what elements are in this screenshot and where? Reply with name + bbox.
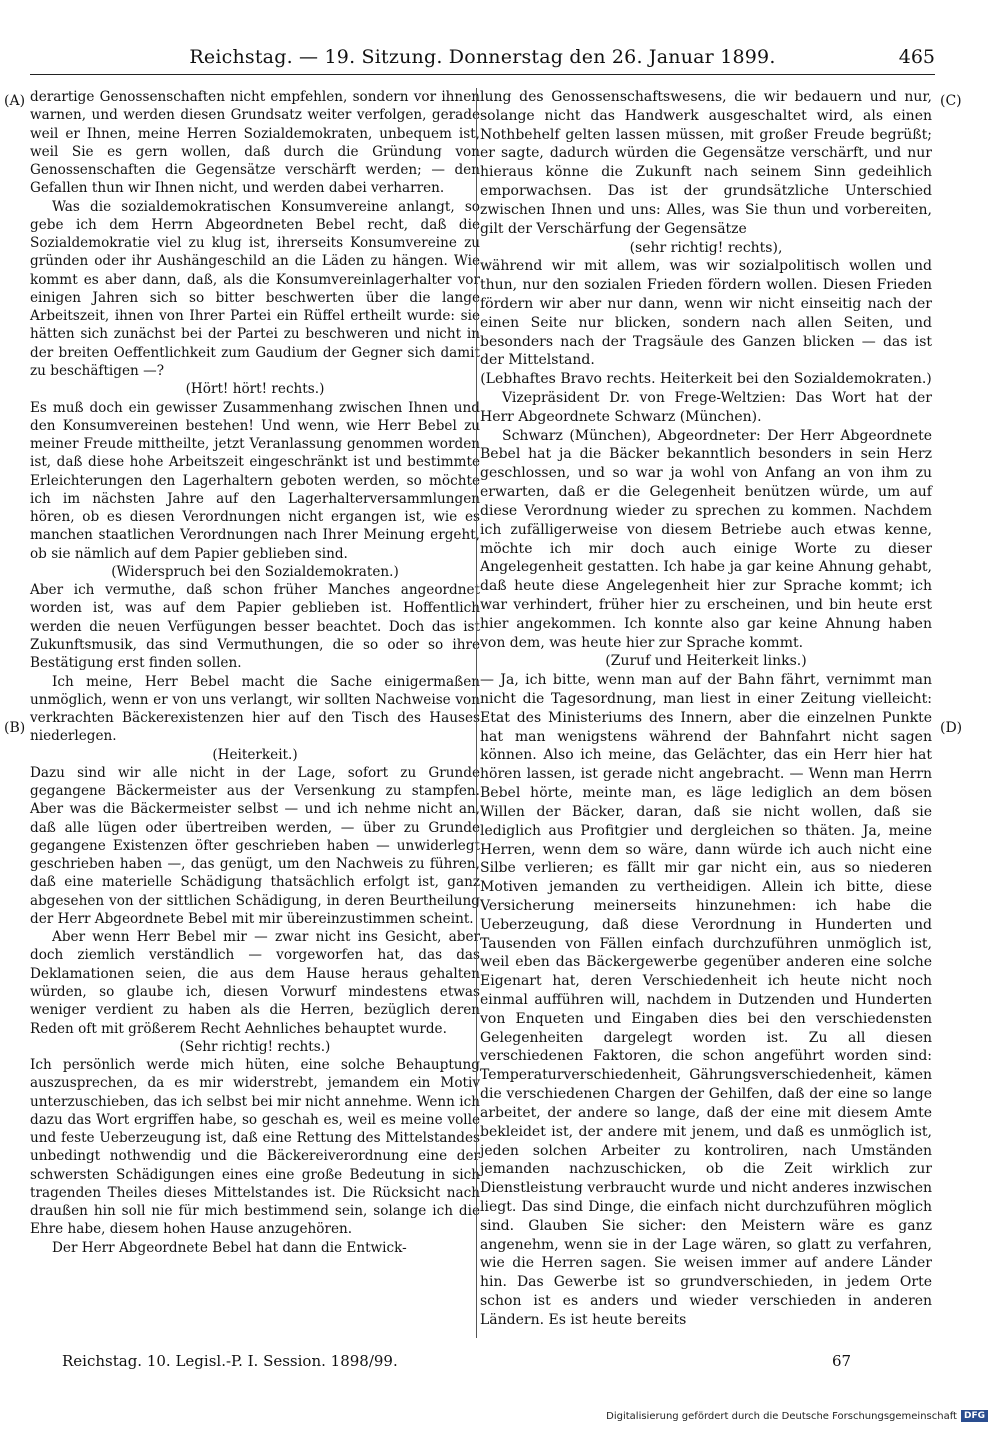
- footer-session-info: Reichstag. 10. Legisl.-P. I. Session. 1898/99.: [62, 1352, 398, 1370]
- paragraph: während wir mit allem, was wir sozialpolitisch wollen und thun, nur den sozialen Frieden fördern wollen. Diesen Frieden fördern wir aber nur dann, wenn wir nicht einseitig nach der einen Seite nur blicken, sondern nach allen Seiten, und besonders nach der Tragsäule des Ganzen blicken — das ist der Mittelstand.: [480, 258, 932, 369]
- interjection: (Lebhaftes Bravo rechts. Heiterkeit bei den Sozialdemokraten.): [480, 371, 932, 388]
- paragraph: Aber wenn Herr Bebel mir — zwar nicht ins Gesicht, aber doch ziemlich verständlich — vorgeworfen hat, das das Deklamationen seien, die aus dem Hause heraus gehalten würden, so glaube ich, diesen Vorwurf mindestens etwas weniger verdient zu haben als die Herren, bezüglich deren Reden oft mit größerem Recht Aehnliches behauptet wurde.: [30, 929, 480, 1037]
- interjection: (Widerspruch bei den Sozialdemokraten.): [111, 563, 399, 580]
- page-header: [30, 44, 935, 72]
- interjection: (Heiterkeit.): [212, 746, 298, 763]
- paragraph: lung des Genossenschaftswesens, die wir bedauern und nur, solange nicht das Handwerk ausgeschaltet wird, als einen Nothbehelf gelten lassen müssen, mit großer Freude begrüßt; er sagte, dadurch würden die Gegensätze verschärft, und nur hieraus könne die Zukunft nach seinem Sinn gedeihlich emporwachsen. Das ist der grundsätzliche Unterschied zwischen Ihnen und uns: Alles, was Sie thun und vorbereiten, gilt der Verschärfung der Gegensätze: [480, 89, 932, 237]
- paragraph: Dazu sind wir alle nicht in der Lage, sofort zu Grunde gegangene Bäckermeister aus der Versenkung zu stampfen. Aber was die Bäckermeister selbst — und ich nehme nicht an, daß alle lügen oder übertreiben werden, — über zu Grunde gegangene Existenzen öfter geschrieben haben — unwiderlegt geschrieben haben —, das genügt, um den Nachweis zu führen, daß eine materielle Schädigung thatsächlich erfolgt ist, ganz abgesehen von der sittlichen Schädigung, in deren Beurtheilung der Herr Abgeordnete Bebel mit mir übereinzustimmen scheint.: [30, 764, 480, 927]
- interjection: (Zuruf und Heiterkeit links.): [605, 653, 807, 670]
- paragraph: Aber ich vermuthe, daß schon früher Manches angeordnet worden ist, was auf dem Papier geblieben ist. Hoffentlich werden die neuen Verfügungen besser beachtet. Doch das ist Zukunftsmusik, das sind Vermuthungen, die so oder so ihre Bestätigung erst finden sollen.: [30, 582, 480, 672]
- paragraph: — Ja, ich bitte, wenn man auf der Bahn fährt, vernimmt man nicht die Tagesordnung, man liest in einer Zeitung vielleicht: Etat des Ministeriums des Innern, aber die einzelnen Punkte hat man wenigstens während der Bahnfahrt nicht sagen können. Also ich meine, das Gelächter, das ein Herr hier hat hören lassen, ist gerade nicht angebracht. — Wenn man Herrn Bebel hörte, meinte man, es läge lediglich an dem bösen Willen der Bäcker, daran, daß sie nicht wollen, daß sie lediglich aus Profitgier und dergleichen so thäten. Ja, meine Herren, wenn dem so wäre, dann würde ich auch nicht eine Silbe verlieren; es fällt mir gar nicht ein, aus so niederen Motiven jemanden zu vertheidigen. Allein ich bitte, diese Versicherung meinerseits hinzunehmen: ich habe die Ueberzeugung, daß diese Verordnung in Hunderten und Tausenden von Fällen einfach durchzuführen unmöglich ist, weil eben das Bäckergewerbe gegenüber anderen eine solche Eigenart hat, deren Verschiedenheit ich heute nicht noch einmal aufführen will, nachdem in Dutzenden und Hunderten von Enqueten und Eingaben dies bei den verschiedensten Gelegenheiten dargelegt worden ist. Zu all diesen verschiedenen Faktoren, die schon angeführt worden sind: Temperaturverschiedenheit, Gährungsverschiedenheit, kämen die verschiedenen Chargen der Gehilfen, daß der eine so lange arbeitet, der andere so lange, daß der eine mit diesem Amte bekleidet ist, der andere mit jenem, und daß es unmöglich ist, jeden solchen Arbeiter zu kontroliren, nach Umständen jemanden nachzuschicken, ob die Zeit wirklich zur Dienstleistung verbraucht wurde und nicht anderes inzwischen liegt. Das sind Dinge, die einfach nicht durchzuführen möglich sind. Glauben Sie sicher: den Meistern wäre es ganz angenehm, wenn sie in der Lage wären, so glatt zu verfahren, wie die Herren sagen. Sie weisen immer auf andere Länder hin. Das Gewerbe ist so grundverschieden, in jedem Orte schon ist es anders und wieder verschieden in anderen Ländern. Es ist heute bereits: [480, 672, 932, 1328]
- paragraph: Der Herr Abgeordnete Bebel hat dann die Entwick-: [52, 1239, 407, 1256]
- margin-marker-c: (C): [940, 93, 962, 109]
- credit-text: Digitalisierung gefördert durch die Deutsche Forschungsgemeinschaft: [606, 1410, 957, 1422]
- digitization-credit: [606, 1410, 988, 1422]
- footer-sheet-number: 67: [832, 1352, 852, 1370]
- header-title: Reichstag. — 19. Sitzung. Donnerstag den 26. Januar 1899.: [189, 46, 776, 68]
- speaker-paragraph: Schwarz (München), Abgeordneter: Der Herr Abgeordnete Bebel hat ja die Bäcker bekanntlich besonders in sein Herz geschlossen, und so war ja wohl von Anfang an von ihm zu erwarten, daß er die Gelegenheit benützen würde, um auf diese Verordnung wieder zu sprechen zu kommen. Nachdem ich zufälligerweise von diesem Betriebe auch etwas kenne, möchte ich mir doch auch einige Worte zu dieser Angelegenheit gestatten. Ich habe ja gar keine Ahnung gehabt, daß heute diese Angelegenheit hier zur Sprache kommt; ich war verhindert, früher hier zu erscheinen, und bin heute erst hier angekommen. Ich konnte also gar keine Ahnung haben von dem, was heute hier zur Sprache kommt.: [480, 427, 932, 651]
- margin-marker-b: (B): [4, 720, 26, 736]
- paragraph: derartige Genossenschaften nicht empfehlen, sondern vor ihnen warnen, und werden diesen Grundsatz weiter verfolgen, gerade weil er Ihnen, meine Herren Sozialdemokraten, unbequem ist, weil Sie es gern wollen, daß durch die Gründung von Genossenschaften die Gegensätze verschärft werden; — den Gefallen thun wir Ihnen nicht, und werden dabei verharren.: [30, 89, 480, 197]
- interjection: (sehr richtig! rechts),: [629, 239, 783, 256]
- left-column: [30, 88, 480, 1257]
- paragraph: Ich persönlich werde mich hüten, eine solche Behauptung auszusprechen, da es mir widerstrebt, jemandem ein Motiv unterzuschieben, das ich selbst bei mir nicht annehme. Wenn ich dazu das Wort ergriffen habe, so geschah es, weil es meine volle und feste Ueberzeugung ist, daß eine Rettung des Mittelstandes unbedingt nothwendig und die Bäckereiverordnung eine der schwersten Schädigungen eines eine große Bedeutung in sich tragenden Theiles dieses Mittelstandes ist. Die Rücksicht nach draußen hin soll nie für mich bestimmend sein, solange ich die Ehre habe, diesem hohen Hause anzugehören.: [30, 1057, 480, 1238]
- header-rule: [30, 74, 935, 75]
- interjection: (Hört! hört! rechts.): [185, 381, 325, 398]
- right-column: [480, 88, 932, 1330]
- paragraph: Ich meine, Herr Bebel macht die Sache einigermaßen unmöglich, wenn er von uns verlangt, wir sollten Nachweise von verkrachten Bäckerexistenzen hier auf den Tisch des Hauses niederlegen.: [30, 673, 480, 745]
- column-divider: [476, 88, 477, 1338]
- dfg-logo: DFG: [961, 1410, 988, 1422]
- margin-marker-a: (A): [4, 93, 26, 109]
- paragraph: Was die sozialdemokratischen Konsumvereine anlangt, so gebe ich dem Herrn Abgeordneten Bebel recht, daß die Sozialdemokratie viel zu klug ist, ihrerseits Konsumvereine zu gründen oder ihr Aushängeschild an die Läden zu hängen. Wie kommt es aber dann, daß, als die Konsumvereinlagerhalter vor einigen Jahren sich so bitter beschwerten über die lange Arbeitszeit, ihnen von Ihrer Partei ein Rüffel ertheilt wurde: sie hätten sich zunächst bei der Partei zu beschweren und nicht in der breiten Oeffentlichkeit zum Gaudium der Gegner sich damit zu beschäftigen —?: [30, 198, 480, 379]
- page-number: 465: [898, 46, 935, 68]
- paragraph: Es muß doch ein gewisser Zusammenhang zwischen Ihnen und den Konsumvereinen bestehen! Und wenn, wie Herr Bebel zu meiner Freude mittheilte, jetzt Veranlassung genommen worden ist, daß diese hohe Arbeitszeit eingeschränkt ist und bestimmte Erleichterungen den Lagerhaltern geboten werden, so möchte ich im nächsten Jahre auf den Lagerhalterversammlungen hören, ob es diesen Verordnungen nicht ergangen ist, wie es manchen staatlichen Verordnungen nach Ihrer Meinung ergeht, ob sie nämlich auf dem Papier geblieben sind.: [30, 399, 480, 562]
- margin-marker-d: (D): [940, 720, 963, 736]
- interjection: (Sehr richtig! rechts.): [179, 1038, 331, 1055]
- speaker-paragraph: Vizepräsident Dr. von Frege-Weltzien: Das Wort hat der Herr Abgeordnete Schwarz (München).: [480, 390, 932, 425]
